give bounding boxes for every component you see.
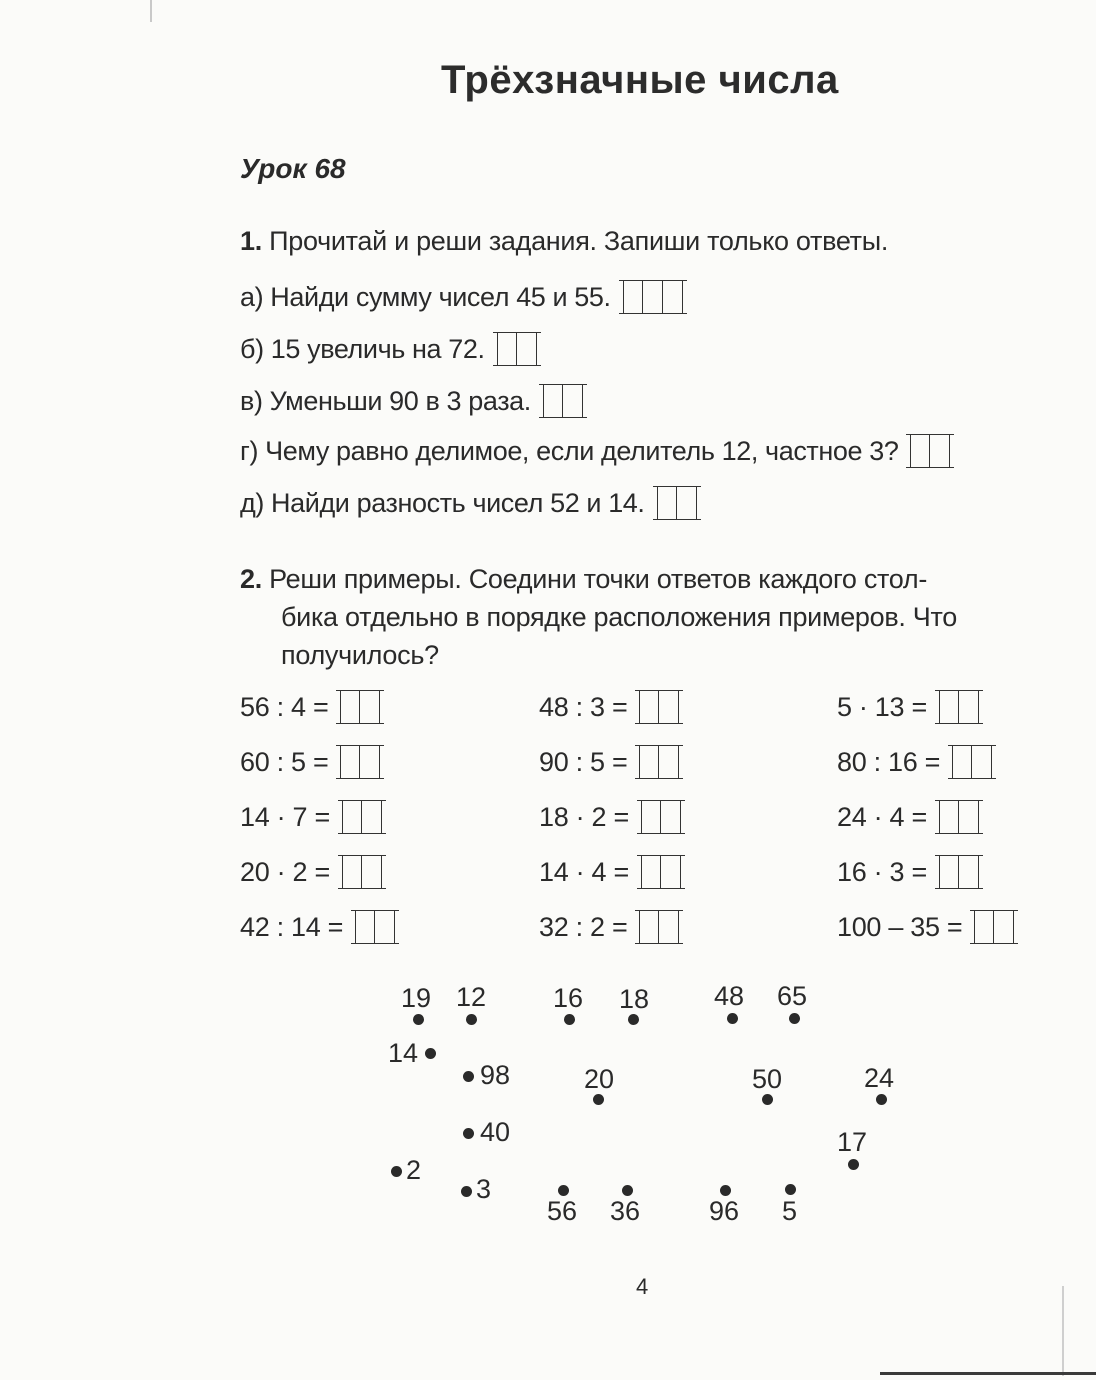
- dot[interactable]: [558, 1185, 569, 1196]
- dot-label: 14: [388, 1038, 419, 1068]
- answer-cell[interactable]: [543, 384, 563, 418]
- answer-cell[interactable]: [939, 855, 959, 889]
- dot-label: 18: [619, 984, 650, 1014]
- dot[interactable]: [463, 1071, 474, 1082]
- answer-grid[interactable]: [637, 798, 685, 836]
- grid-line: [637, 855, 685, 856]
- example: [539, 853, 685, 891]
- answer-cell[interactable]: [563, 384, 583, 418]
- task-1-item-c: [240, 382, 587, 420]
- answer-grid[interactable]: [351, 908, 399, 946]
- grid-line: [351, 910, 399, 911]
- task-2-number: 2.: [240, 564, 262, 594]
- task-1-item-e: [240, 484, 701, 522]
- grid-line: [493, 332, 541, 333]
- grid-line: [637, 833, 685, 834]
- task-2-text-line3: получилось?: [281, 640, 439, 670]
- dot-label: 50: [752, 1064, 783, 1094]
- dot-label: 36: [610, 1196, 641, 1226]
- example: [240, 688, 384, 726]
- page-title: Трёхзначные числа: [441, 58, 839, 102]
- answer-cell[interactable]: [952, 745, 972, 779]
- dot[interactable]: [628, 1014, 639, 1025]
- grid-line: [619, 280, 687, 281]
- dot-label: 19: [401, 983, 432, 1013]
- dot-label: 40: [480, 1117, 511, 1147]
- dot[interactable]: [413, 1014, 424, 1025]
- answer-grid[interactable]: [619, 278, 687, 316]
- grid-line: [635, 910, 683, 911]
- dot-label: 2: [406, 1155, 422, 1185]
- grid-line: [653, 486, 701, 487]
- grid-line: [635, 943, 683, 944]
- answer-cell[interactable]: [497, 332, 517, 366]
- answer-cell[interactable]: [639, 910, 659, 944]
- answer-grid[interactable]: [948, 743, 996, 781]
- answer-grid[interactable]: [635, 908, 683, 946]
- answer-cell[interactable]: [959, 800, 979, 834]
- dot-label: 65: [777, 981, 808, 1011]
- grid-line: [336, 690, 384, 691]
- grid-line: [336, 745, 384, 746]
- example: [539, 743, 683, 781]
- answer-cell[interactable]: [517, 332, 537, 366]
- answer-grid[interactable]: [493, 330, 541, 368]
- answer-grid[interactable]: [906, 432, 954, 470]
- task-1-item-a-text: а) Найди сумму чисел 45 и 55.: [240, 281, 611, 312]
- answer-grid[interactable]: [653, 484, 701, 522]
- answer-grid[interactable]: [635, 743, 683, 781]
- answer-cell[interactable]: [340, 745, 360, 779]
- answer-cell[interactable]: [342, 855, 362, 889]
- task-1-item-d: [240, 432, 954, 470]
- answer-cell[interactable]: [959, 690, 979, 724]
- dot-label: 16: [553, 983, 584, 1013]
- grid-line: [338, 800, 386, 801]
- grid-line: [336, 723, 384, 724]
- task-1-text: Прочитай и реши задания. Запиши только ответы.: [269, 226, 889, 256]
- example-text: 14 · 7 =: [240, 801, 330, 832]
- example: [539, 688, 683, 726]
- dot[interactable]: [466, 1014, 477, 1025]
- answer-cell[interactable]: [974, 910, 994, 944]
- answer-cell[interactable]: [375, 910, 395, 944]
- dot[interactable]: [593, 1094, 604, 1105]
- grid-line: [493, 365, 541, 366]
- answer-cell[interactable]: [661, 855, 681, 889]
- answer-cell[interactable]: [659, 745, 679, 779]
- grid-line: [948, 778, 996, 779]
- example: [539, 798, 685, 836]
- task-1-number: 1.: [240, 226, 262, 256]
- task-2-text-line2: бика отдельно в порядке расположения примеров. Что: [281, 602, 957, 632]
- answer-cell[interactable]: [659, 690, 679, 724]
- example-text: 20 · 2 =: [240, 856, 330, 887]
- example-text: 80 : 16 =: [837, 746, 941, 777]
- example: [240, 798, 386, 836]
- grid-line: [935, 690, 983, 691]
- grid-line: [906, 434, 954, 435]
- grid-line: [906, 467, 954, 468]
- answer-cell[interactable]: [355, 910, 375, 944]
- grid-line: [338, 888, 386, 889]
- example: [837, 853, 983, 891]
- grid-line: [637, 800, 685, 801]
- dot[interactable]: [876, 1094, 887, 1105]
- grid-line: [336, 778, 384, 779]
- grid-line: [635, 723, 683, 724]
- grid-line: [338, 855, 386, 856]
- example-text: 100 – 35 =: [837, 911, 963, 942]
- dot[interactable]: [720, 1185, 731, 1196]
- task-1-item-b: [240, 330, 541, 368]
- grid-line: [635, 745, 683, 746]
- answer-cell[interactable]: [641, 800, 661, 834]
- example: [240, 908, 399, 946]
- answer-cell[interactable]: [623, 280, 643, 314]
- dot-label: 96: [709, 1196, 740, 1226]
- answer-cell[interactable]: [939, 690, 959, 724]
- dot[interactable]: [564, 1014, 575, 1025]
- answer-cell[interactable]: [959, 855, 979, 889]
- answer-grid[interactable]: [539, 382, 587, 420]
- example: [837, 688, 983, 726]
- answer-grid[interactable]: [935, 853, 983, 891]
- dot[interactable]: [727, 1013, 738, 1024]
- dot-label: 20: [584, 1064, 615, 1094]
- example: [539, 908, 683, 946]
- dot[interactable]: [461, 1186, 472, 1197]
- grid-line: [619, 313, 687, 314]
- example-text: 60 : 5 =: [240, 746, 329, 777]
- grid-line: [635, 778, 683, 779]
- page-number: 4: [636, 1274, 649, 1299]
- scan-edge-right: [1062, 1286, 1064, 1376]
- grid-line: [351, 943, 399, 944]
- grid-line: [935, 855, 983, 856]
- answer-cell[interactable]: [930, 434, 950, 468]
- dot[interactable]: [762, 1094, 773, 1105]
- dot[interactable]: [848, 1159, 859, 1170]
- answer-grid[interactable]: [338, 853, 386, 891]
- example-text: 24 · 4 =: [837, 801, 927, 832]
- answer-cell[interactable]: [994, 910, 1014, 944]
- answer-grid[interactable]: [935, 688, 983, 726]
- example: [240, 743, 384, 781]
- example-text: 48 : 3 =: [539, 691, 628, 722]
- grid-line: [935, 888, 983, 889]
- answer-cell[interactable]: [641, 855, 661, 889]
- dot[interactable]: [785, 1184, 796, 1195]
- dot[interactable]: [391, 1166, 402, 1177]
- answer-cell[interactable]: [360, 745, 380, 779]
- grid-line: [539, 384, 587, 385]
- answer-cell[interactable]: [639, 745, 659, 779]
- example-text: 18 · 2 =: [539, 801, 629, 832]
- task-2-heading: [240, 560, 957, 674]
- task-1-heading: [240, 226, 888, 257]
- grid-line: [948, 745, 996, 746]
- answer-grid[interactable]: [336, 743, 384, 781]
- grid-line: [539, 417, 587, 418]
- answer-cell[interactable]: [362, 800, 382, 834]
- dot-label: 24: [864, 1063, 895, 1093]
- example: [837, 798, 983, 836]
- dot[interactable]: [789, 1013, 800, 1024]
- example: [240, 853, 386, 891]
- answer-cell[interactable]: [939, 800, 959, 834]
- example-text: 5 · 13 =: [837, 691, 927, 722]
- task-1-item-c-text: в) Уменьши 90 в 3 раза.: [240, 385, 531, 416]
- task-1-item-e-text: д) Найди разность чисел 52 и 14.: [240, 487, 645, 518]
- dot-label: 56: [547, 1196, 578, 1226]
- grid-line: [935, 800, 983, 801]
- scan-edge-bottom: [880, 1372, 1096, 1375]
- grid-line: [637, 888, 685, 889]
- answer-cell[interactable]: [360, 690, 380, 724]
- answer-cell[interactable]: [677, 486, 697, 520]
- dot-label: 98: [480, 1060, 511, 1090]
- dot-label: 12: [456, 982, 487, 1012]
- dot[interactable]: [425, 1048, 436, 1059]
- grid-line: [635, 690, 683, 691]
- answer-cell[interactable]: [643, 280, 663, 314]
- answer-grid[interactable]: [935, 798, 983, 836]
- task-1-item-a: [240, 278, 687, 316]
- answer-cell[interactable]: [972, 745, 992, 779]
- example-text: 16 · 3 =: [837, 856, 927, 887]
- grid-line: [653, 519, 701, 520]
- scan-edge-top: [150, 0, 152, 22]
- grid-line: [970, 910, 1018, 911]
- answer-grid[interactable]: [338, 798, 386, 836]
- grid-line: [935, 833, 983, 834]
- dot-label: 3: [476, 1174, 492, 1204]
- dot[interactable]: [463, 1128, 474, 1139]
- task-1-item-d-text: г) Чему равно делимое, если делитель 12, частное 3?: [240, 435, 899, 466]
- example-text: 90 : 5 =: [539, 746, 628, 777]
- answer-grid[interactable]: [635, 688, 683, 726]
- lesson-heading: Урок 68: [240, 153, 346, 184]
- answer-cell[interactable]: [342, 800, 362, 834]
- answer-cell[interactable]: [362, 855, 382, 889]
- dot-label: 48: [714, 981, 745, 1011]
- grid-line: [935, 723, 983, 724]
- answer-grid[interactable]: [970, 908, 1018, 946]
- grid-line: [970, 943, 1018, 944]
- example: [837, 908, 1018, 946]
- grid-line: [338, 833, 386, 834]
- example-text: 42 : 14 =: [240, 911, 344, 942]
- dot-label: 5: [782, 1196, 798, 1226]
- answer-cell[interactable]: [639, 690, 659, 724]
- answer-cell[interactable]: [340, 690, 360, 724]
- answer-grid[interactable]: [336, 688, 384, 726]
- dot-label: 17: [837, 1127, 868, 1157]
- dot[interactable]: [622, 1185, 633, 1196]
- example-text: 32 : 2 =: [539, 911, 628, 942]
- answer-cell[interactable]: [663, 280, 683, 314]
- example: [837, 743, 996, 781]
- task-2-text-line1: Реши примеры. Соедини точки ответов каждого стол-: [269, 564, 928, 594]
- answer-cell[interactable]: [659, 910, 679, 944]
- answer-cell[interactable]: [657, 486, 677, 520]
- answer-grid[interactable]: [637, 853, 685, 891]
- example-text: 14 · 4 =: [539, 856, 629, 887]
- example-text: 56 : 4 =: [240, 691, 329, 722]
- answer-cell[interactable]: [661, 800, 681, 834]
- answer-cell[interactable]: [910, 434, 930, 468]
- task-1-item-b-text: б) 15 увеличь на 72.: [240, 333, 485, 364]
